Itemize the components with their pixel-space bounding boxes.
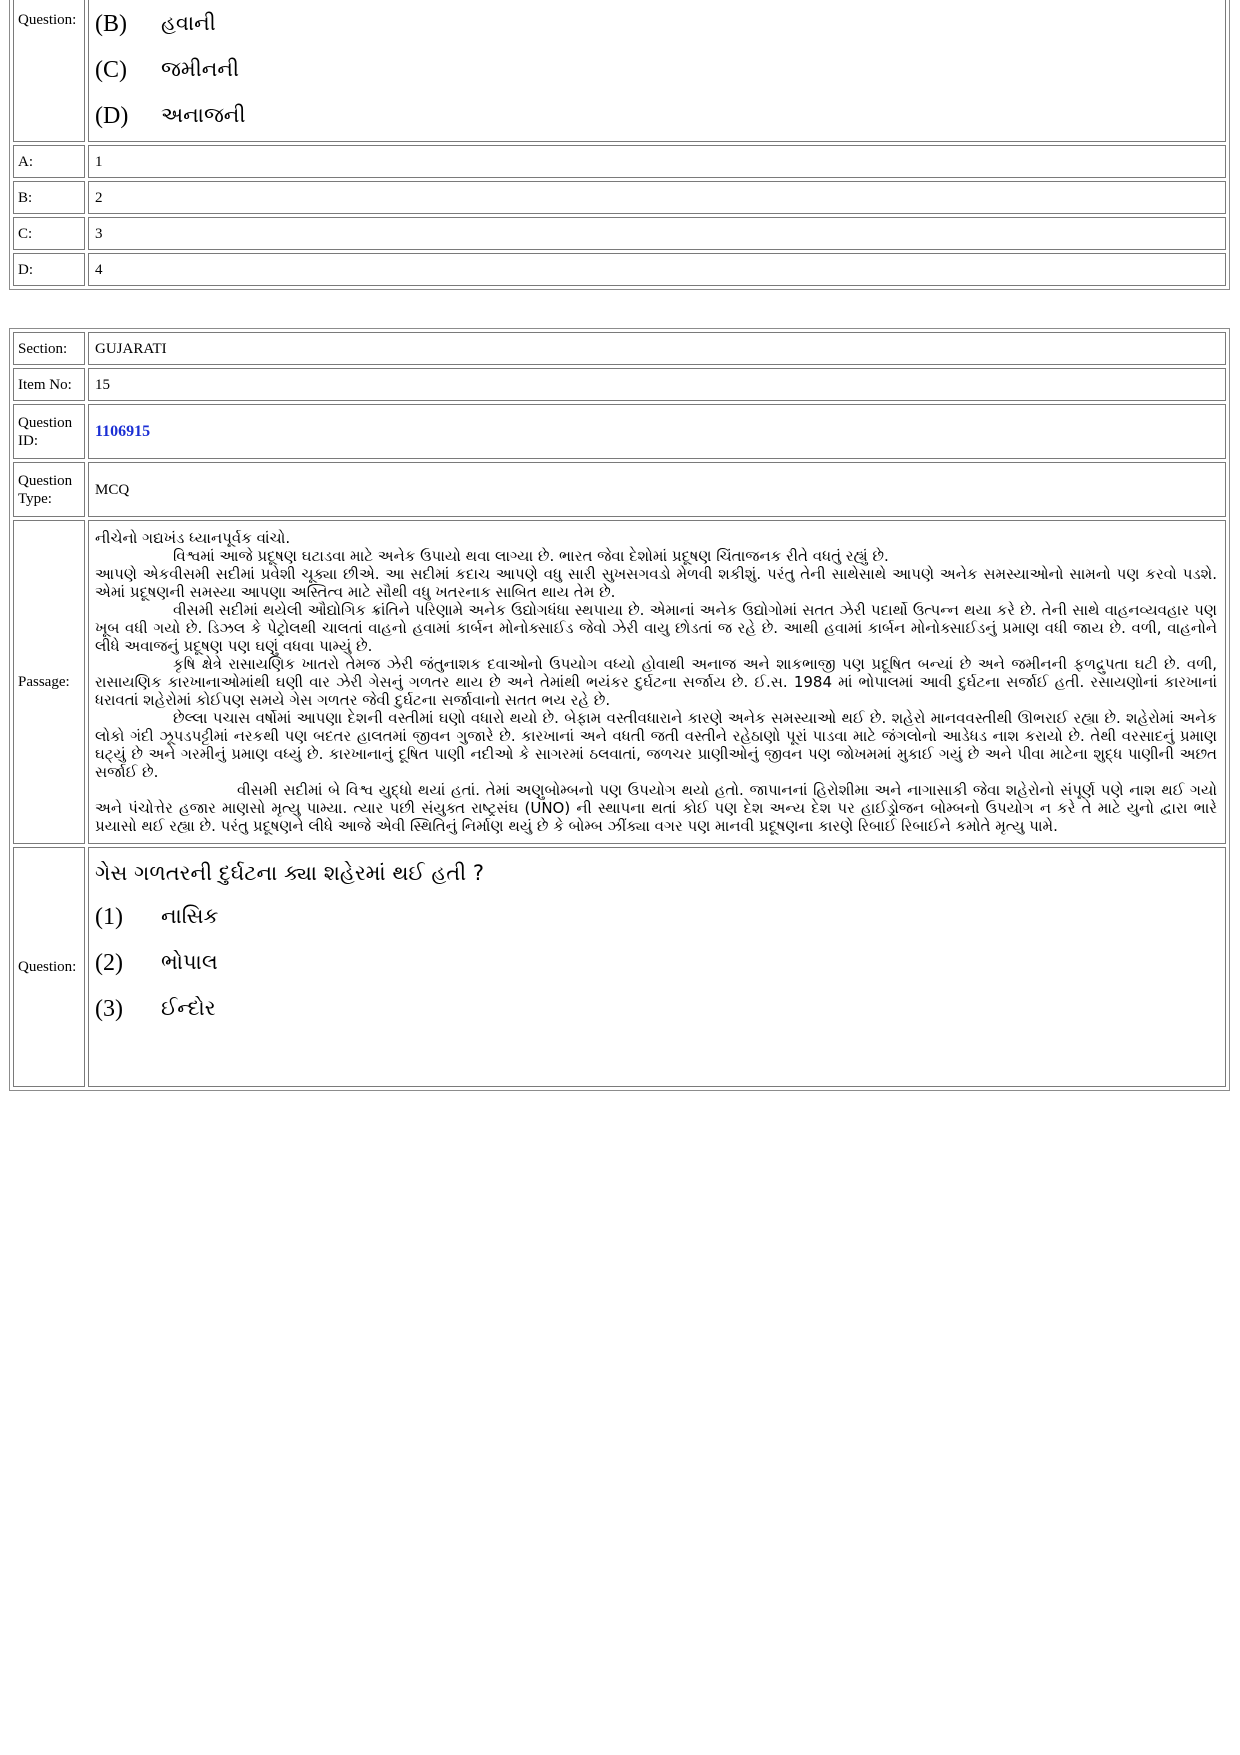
question-type-value: MCQ (88, 462, 1226, 517)
answer-value-b: 2 (88, 181, 1226, 214)
option-text: નાસિક (161, 904, 219, 929)
option-number: (3) (95, 995, 123, 1022)
option-text: હવાની (161, 11, 216, 36)
passage-paragraph: વીસમી સદીમાં બે વિશ્વ યુદ્ધો થયાં હતાં. તેમાં અણુબોમ્બનો પણ ઉપયોગ થયો હતો. જાપાનનાં હિરોશીમા અને નાગાસાકી જેવા શહેરોનો સંપૂર્ણ પણે નાશ થઈ ગયો અને પંચોત્તેર હજાર માણસો મૃત્યુ પામ્યા. ત્યાર પછી સંયુક્ત રાષ્ટ્રસંઘ (UNO) ની સ્થાપના થતાં કોઈ પણ દેશ અન્ય દેશ પર હાઈડ્રોજન બોમ્બનો ઉપયોગ ન કરે તે માટે યુનો દ્વારા ભારે પ્રયાસો થઈ રહ્યા છે. પરંતુ પ્રદૂષણને લીધે આજે એવી સ્થિતિનું નિર્માણ થયું છે કે બોમ્બ ઝીંક્યા વગર પણ માનવી પ્રદૂષણના કારણે રિબાઈ રિબાઈને કમોતે મૃત્યુ પામે. (95, 781, 1217, 835)
question-table-15 (9, 328, 1230, 1091)
answer-label-d: D: (13, 253, 85, 286)
option-text: ભોપાલ (161, 950, 218, 975)
answer-value-c: 3 (88, 217, 1226, 250)
question-label: Question: (13, 847, 85, 1087)
question-type-label: Question Type: (13, 462, 85, 517)
option-text: અનાજની (161, 103, 246, 128)
option-d (95, 93, 1219, 139)
answer-label-a: A: (13, 145, 85, 178)
option-number: (1) (95, 903, 123, 930)
question-id-label: Question ID: (13, 404, 85, 459)
question-body (88, 847, 1226, 1087)
option-b (95, 1, 1219, 47)
passage-paragraph: આપણે એકવીસમી સદીમાં પ્રવેશી ચૂક્યા છીએ. આ સદીમાં કદાચ આપણે વધુ સારી સુખસગવડો મેળવી શકીશું. પરંતુ તેની સાથેસાથે આપણે અનેક સમસ્યાઓનો સામનો પણ કરવો પડશે. એમાં પ્રદૂષણની સમસ્યા આપણા અસ્તિત્વ માટે સૌથી વધુ ખતરનાક સાબિત થાય તેમ છે. (95, 565, 1217, 601)
answer-label-b: B: (13, 181, 85, 214)
passage-paragraph: વીસમી સદીમાં થયેલી ઔદ્યોગિક ક્રાંતિને પરિણામે અનેક ઉદ્યોગધંધા સ્થપાયા છે. એમાનાં અનેક ઉદ્યોગોમાં સતત ઝેરી પદાર્થો ઉત્પન્ન થયા કરે છે. તેની સાથે વાહનવ્યવહાર પણ ખૂબ વધી ગયો છે. ડિઝલ કે પેટ્રોલથી ચાલતાં વાહનો હવામાં કાર્બન મોનોક્સાઈડ જેવો ઝેરી વાયુ છોડતાં જ રહે છે. આથી હવામાં કાર્બન મોનોક્સાઈડનું પ્રમાણ વધી જાય છે. વળી, વાહનોને લીધે અવાજનું પ્રદૂષણ પણ ઘણું વધવા પામ્યું છે. (95, 601, 1217, 655)
option-number: (D) (95, 102, 129, 129)
question-text: ગેસ ગળતરની દુર્ઘટના ક્યા શહેરમાં થઈ હતી ? (95, 861, 484, 886)
answer-value-a: 1 (88, 145, 1226, 178)
passage-label: Passage: (13, 520, 85, 844)
option-1 (95, 894, 1219, 940)
option-2 (95, 940, 1219, 986)
passage-paragraph: કૃષિ ક્ષેત્રે રાસાયણિક ખાતરો તેમજ ઝેરી જંતુનાશક દવાઓનો ઉપયોગ વધ્યો હોવાથી અનાજ અને શાકભાજી પણ પ્રદૂષિત બન્યાં છે અને જમીનની ફળદ્રુપતા ઘટી છે. વળી, રાસાયણિક કારખાનાઓમાંથી ઘણી વાર ઝેરી ગેસનું ગળતર થાય છે અને તેમાંથી ભયંકર દુર્ઘટના સર્જાય છે. ઈ.સ. 1984 માં ભોપાલમાં આવી દુર્ઘટના સર્જાઈ હતી. રસાયણોનાં કારખાનાં ધરાવતાં શહેરોમાં કોઈપણ સમયે ગેસ ગળતર જેવી દુર્ઘટના સર્જાવાનો સતત ભય રહે છે. (95, 655, 1217, 709)
passage-text (88, 520, 1226, 844)
item-no-value: 15 (88, 368, 1226, 401)
question-options (88, 0, 1226, 142)
option-text: જમીનની (161, 57, 239, 82)
section-label: Section: (13, 332, 85, 365)
passage-instruction: નીચેનો ગદ્યખંડ ધ્યાનપૂર્વક વાંચો. (95, 529, 291, 547)
option-number: (2) (95, 949, 123, 976)
option-number: (C) (95, 56, 127, 83)
question-id-value: 1106915 (95, 422, 151, 440)
question-label: Question: (13, 0, 85, 142)
section-value: GUJARATI (88, 332, 1226, 365)
option-text: ઈન્દોર (161, 996, 216, 1021)
option-c (95, 47, 1219, 93)
answer-label-c: C: (13, 217, 85, 250)
item-no-label: Item No: (13, 368, 85, 401)
option-number: (B) (95, 10, 127, 37)
answer-value-d: 4 (88, 253, 1226, 286)
passage-paragraph: છેલ્લા પચાસ વર્ષોમાં આપણા દેશની વસ્તીમાં ઘણો વધારો થયો છે. બેફામ વસ્તીવધારાને કારણે અનેક સમસ્યાઓ થઈ છે. શહેરો માનવવસ્તીથી ઊભરાઈ રહ્યા છે. શહેરોમાં અનેક લોકો ગંદી ઝૂપડપટ્ટીમાં નરકથી પણ બદતર હાલતમાં જીવન ગુજારે છે. કારખાનાં અને વધતી જતી વસ્તીને રહેઠાણો પૂરાં પાડવા માટે જંગલોનો આડેધડ નાશ કરાયો છે. તેથી વરસાદનું પ્રમાણ ઘટ્યું છે અને ગરમીનું પ્રમાણ વધ્યું છે. કારખાનાનું દૂષિત પાણી નદીઓ કે સાગરમાં ઠલવાતાં, જળચર પ્રાણીઓનું જીવન પણ જોખમમાં મુકાઈ ગયું છે અને પીવા માટેના શુદ્ધ પાણીની અછત સર્જાઈ છે. (95, 709, 1217, 781)
option-3 (95, 986, 1219, 1032)
question-table-prev (9, 0, 1230, 290)
passage-paragraph: વિશ્વમાં આજે પ્રદૂષણ ઘટાડવા માટે અનેક ઉપાયો થવા લાગ્યા છે. ભારત જેવા દેશોમાં પ્રદૂષણ ચિંતાજનક રીતે વધતું રહ્યું છે. (173, 547, 889, 565)
